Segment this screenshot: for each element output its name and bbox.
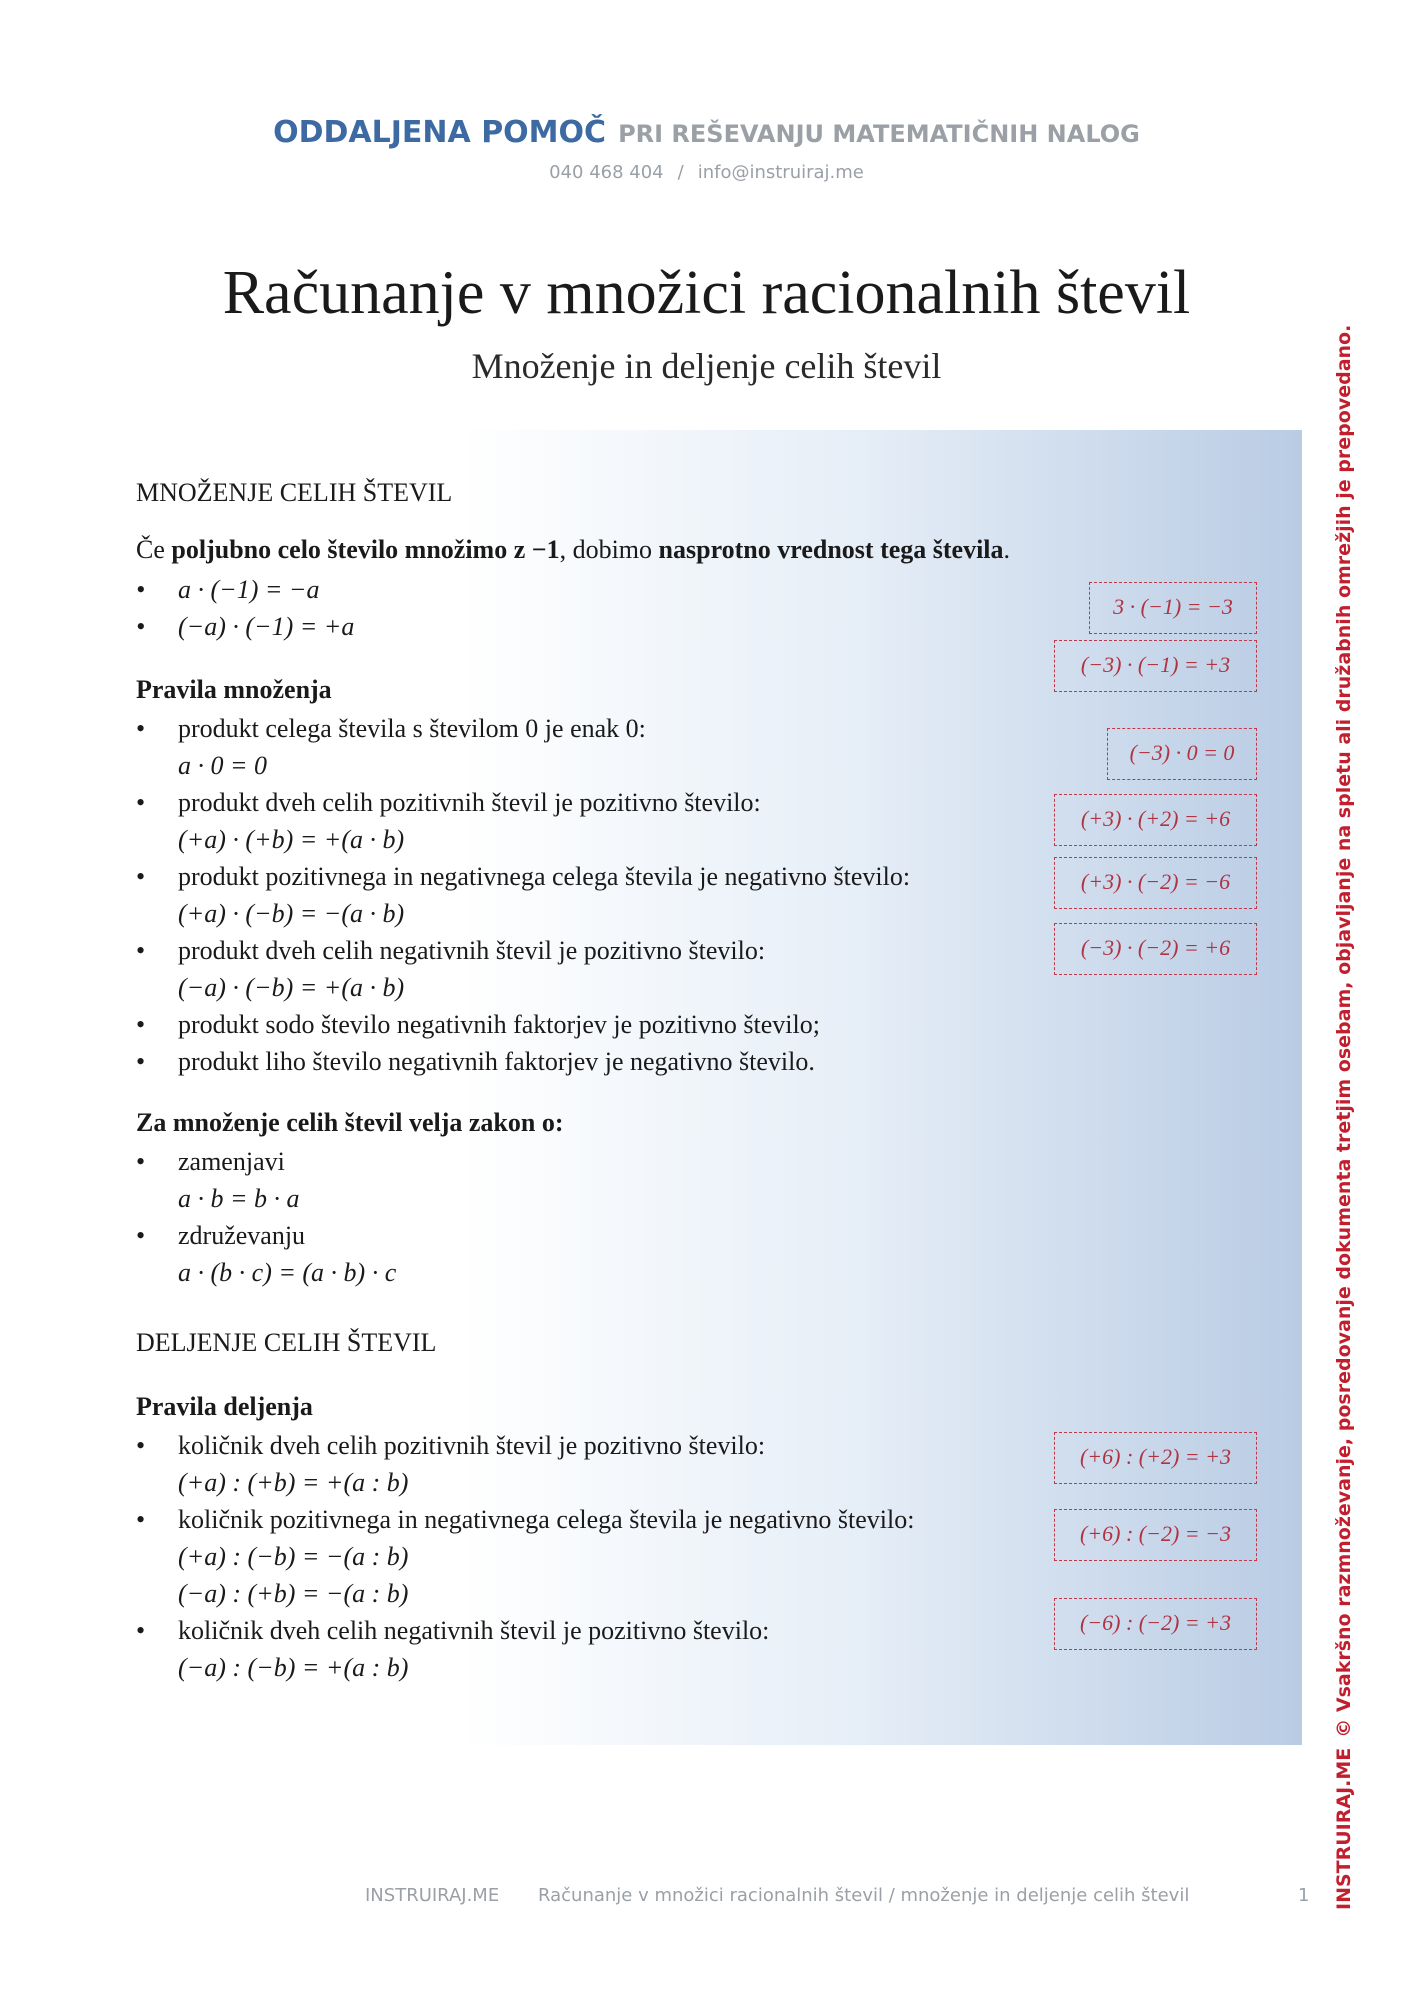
- div-rule-neg-neg: • količnik dveh celih negativnih števil je pozitivno število:: [178, 1616, 769, 1646]
- example-box-2: (−3) · (−1) = +3: [1054, 640, 1257, 692]
- intro-part-b: poljubno celo število množimo z −1: [171, 535, 560, 564]
- header-separator: /: [677, 162, 684, 183]
- section-heading-mnozenje: MNOŽENJE CELIH ŠTEVIL: [136, 478, 453, 507]
- rules-heading-mnozenje: Pravila množenja: [136, 675, 332, 704]
- section-heading-deljenje: DELJENJE CELIH ŠTEVIL: [136, 1328, 437, 1357]
- example-box-5: (+3) · (−2) = −6: [1054, 857, 1257, 909]
- rule-neg-neg: • produkt dveh celih negativnih števil je pozitivno število:: [178, 936, 765, 966]
- rule-pos-pos-formula: (+a) · (+b) = +(a · b): [178, 825, 405, 854]
- header-sub: PRI REŠEVANJU MATEMATIČNIH NALOG: [618, 120, 1140, 148]
- div-rule-pos-neg: • količnik pozitivnega in negativnega celega števila je negativno število:: [178, 1505, 914, 1535]
- header-main: ODDALJENA POMOČ: [273, 115, 607, 150]
- div-rule-pos-pos: • količnik dveh celih pozitivnih števil je pozitivno število:: [178, 1431, 765, 1461]
- div-rule-pos-neg-formula-1: (+a) : (−b) = −(a : b): [178, 1542, 409, 1571]
- laws-heading: Za množenje celih števil velja zakon o:: [136, 1108, 564, 1137]
- example-box-3: (−3) · 0 = 0: [1107, 728, 1257, 780]
- intro-part-d: nasprotno vrednost tega števila: [658, 535, 1004, 564]
- law-commutative-formula: a · b = b · a: [178, 1184, 300, 1213]
- header-email[interactable]: info@instruiraj.me: [697, 162, 864, 183]
- page-title: Računanje v množici racionalnih števil: [222, 259, 1191, 327]
- intro-part-c: , dobimo: [559, 535, 659, 564]
- copyright-side-note: [1333, 324, 1355, 1910]
- example-box-4: (+3) · (+2) = +6: [1054, 794, 1257, 846]
- page-subtitle: Množenje in deljenje celih števil: [471, 346, 942, 386]
- header-phone[interactable]: 040 468 404: [549, 162, 664, 183]
- rule-odd-factors: • produkt liho število negativnih faktorjev je negativno število.: [178, 1047, 815, 1077]
- law-associative: • združevanju: [178, 1221, 305, 1251]
- header-banner: [0, 115, 1413, 150]
- div-rule-pos-neg-formula-2: (−a) : (+b) = −(a : b): [178, 1579, 409, 1608]
- footer-doc-title: Računanje v množici racionalnih števil / množenje in deljenje celih števil: [538, 1885, 1190, 1906]
- intro-sentence: [136, 535, 1010, 565]
- rule-pos-pos: • produkt dveh celih pozitivnih števil je pozitivno število:: [178, 788, 761, 818]
- law-commutative: • zamenjavi: [178, 1147, 285, 1177]
- rules-heading-deljenje: Pravila deljenja: [136, 1392, 313, 1421]
- rule-pos-neg-formula: (+a) · (−b) = −(a · b): [178, 899, 405, 928]
- example-box-6: (−3) · (−2) = +6: [1054, 923, 1257, 975]
- rule-pos-neg: • produkt pozitivnega in negativnega celega števila je negativno število:: [178, 862, 910, 892]
- law-associative-formula: a · (b · c) = (a · b) · c: [178, 1258, 397, 1287]
- header-contact: [0, 162, 1413, 183]
- div-rule-neg-neg-formula: (−a) : (−b) = +(a : b): [178, 1653, 409, 1682]
- rule-even-factors: • produkt sodo število negativnih faktorjev je pozitivno število;: [178, 1010, 820, 1040]
- footer-brand: INSTRUIRAJ.ME: [365, 1885, 500, 1906]
- side-copyright-text: © Vsakršno razmnoževanje, posredovanje dokumenta tretjim osebam, objavljanje na spletu ali družabnih omrežjih je prepovedano.: [1333, 324, 1355, 1738]
- rule-zero: • produkt celega števila s številom 0 je enak 0:: [178, 714, 646, 744]
- bullet-neg-neg-one: • (−a) · (−1) = +a: [178, 612, 354, 642]
- bullet-neg-one: • a · (−1) = −a: [178, 575, 319, 605]
- example-box-8: (+6) : (−2) = −3: [1054, 1509, 1257, 1561]
- intro-part-e: .: [1003, 535, 1011, 564]
- div-rule-pos-pos-formula: (+a) : (+b) = +(a : b): [178, 1468, 409, 1497]
- example-box-7: (+6) : (+2) = +3: [1054, 1432, 1257, 1484]
- side-brand: INSTRUIRAJ.ME: [1333, 1747, 1355, 1910]
- example-box-9: (−6) : (−2) = +3: [1054, 1598, 1257, 1650]
- rule-zero-formula: a · 0 = 0: [178, 751, 268, 780]
- intro-part-a: Če: [136, 535, 172, 564]
- example-box-1: 3 · (−1) = −3: [1089, 582, 1257, 634]
- footer-page-number: 1: [1298, 1885, 1310, 1906]
- rule-neg-neg-formula: (−a) · (−b) = +(a · b): [178, 973, 405, 1002]
